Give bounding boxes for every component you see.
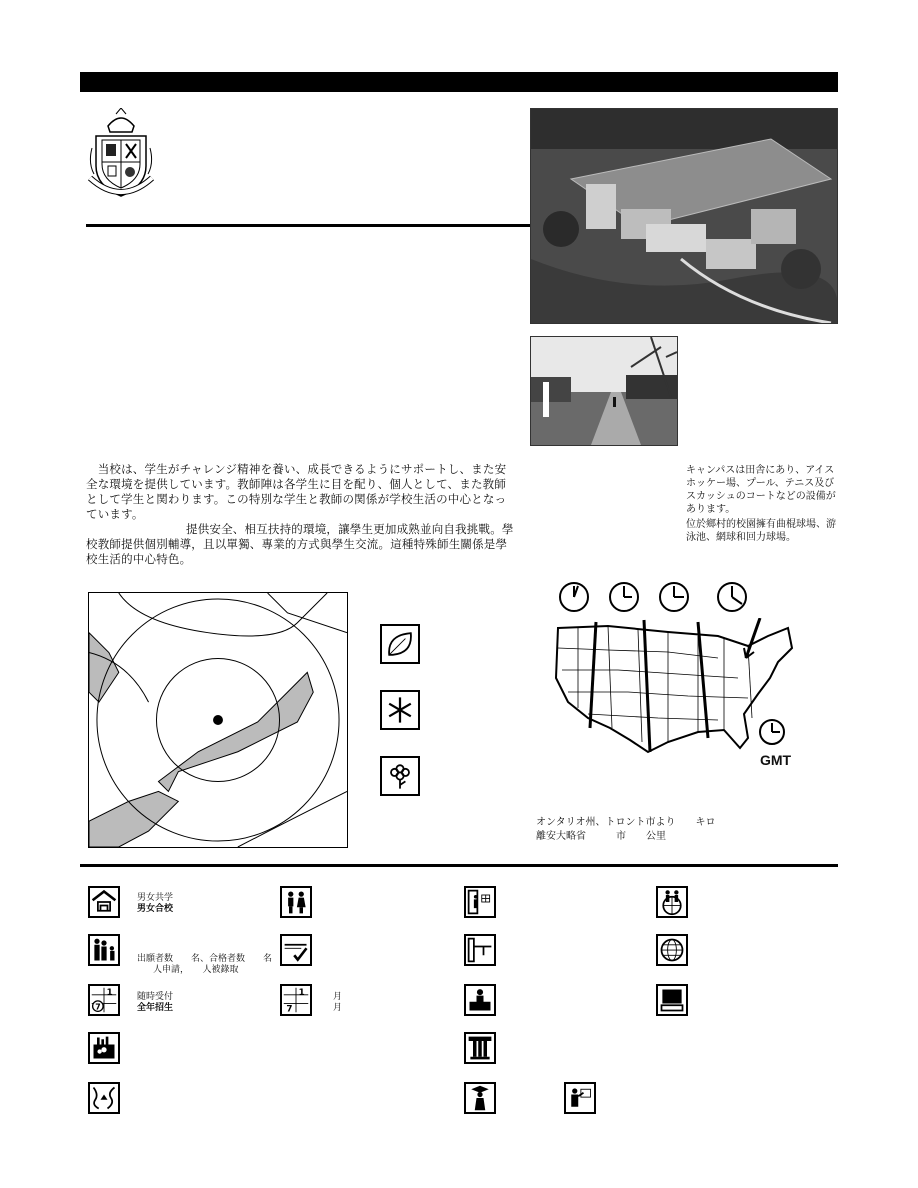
teacher-icon	[564, 1082, 596, 1114]
desk-icon	[464, 984, 496, 1016]
header-bar	[80, 72, 838, 92]
calendar-a-circle: 7	[95, 1002, 101, 1012]
month-label-2: 月	[333, 1003, 343, 1013]
admission-zh: 全年招生	[137, 1003, 174, 1013]
applicants-zh: 人申請， 人被錄取	[153, 965, 239, 975]
admission-jp: 随時受付	[137, 992, 174, 1002]
door-icon	[464, 934, 496, 966]
globe-icon	[656, 934, 688, 966]
coed-zh: 男女合校	[137, 904, 174, 914]
intro-zh-text: 提供安全、相互扶持的環境，讓學生更加成熟並向自我挑戰。學校教師提供個別輔導，且以單獨、專業的方式與學生交流。這種特殊師生關係是學校生活的中心特色。	[86, 522, 514, 566]
boy-girl-icon	[280, 886, 312, 918]
distance-jp-text: オンタリオ州、トロント市より キロ	[536, 817, 716, 828]
intro-jp-text: 当校は、学生がチャレンジ精神を養い、成長できるようにサポートし、また安全な環境を提供しています。教師陣は各学生に目を配り、個人として、また教師として学生と関わります。この特別な学生と教師の関係が学校生活の中心となっています。	[86, 462, 507, 521]
snowflake-icon	[380, 690, 420, 730]
month-label-1: 月	[333, 992, 343, 1002]
calendar-month-icon	[280, 984, 312, 1016]
calendar-b-bottom: 7	[286, 1004, 293, 1014]
art-icon	[88, 1082, 120, 1114]
campus-zh-text: 位於鄉村的校園擁有曲棍球場、游泳池、網球和回力球場。	[686, 519, 836, 543]
classroom-icon	[464, 886, 496, 918]
computer-icon	[656, 984, 688, 1016]
checklist-icon	[280, 934, 312, 966]
applicants-jp: 出願者数 名、合格者数 名	[137, 954, 273, 964]
calendar-icon	[88, 984, 120, 1016]
theater-icon	[88, 1032, 120, 1064]
graduate-icon	[464, 1082, 496, 1114]
section-divider	[86, 224, 530, 227]
family-icon	[88, 934, 120, 966]
distance-zh-text: 離安大略省 市 公里	[536, 831, 666, 842]
school-crest-logo	[86, 108, 156, 204]
column-icon	[464, 1032, 496, 1064]
leaf-icon	[380, 624, 420, 664]
campus-walkway-photo	[530, 336, 678, 446]
house-icon	[88, 886, 120, 918]
gmt-label: GMT	[760, 752, 792, 768]
campus-jp-text: キャンパスは田舎にあり、アイスホッケー場、プール、テニス及びスカッシュのコートなどの設備があります。	[686, 465, 836, 515]
campus-aerial-photo	[530, 108, 838, 324]
coed-jp: 男女共学	[137, 893, 174, 903]
location-map	[88, 592, 348, 848]
calendar-b-top: 1	[298, 987, 305, 998]
flower-icon	[380, 756, 420, 796]
timezone-clocks	[558, 580, 754, 614]
globe-people-icon	[656, 886, 688, 918]
calendar-a-top: 1	[106, 987, 113, 998]
gmt-clock-icon	[758, 718, 786, 746]
section-divider	[80, 864, 838, 867]
